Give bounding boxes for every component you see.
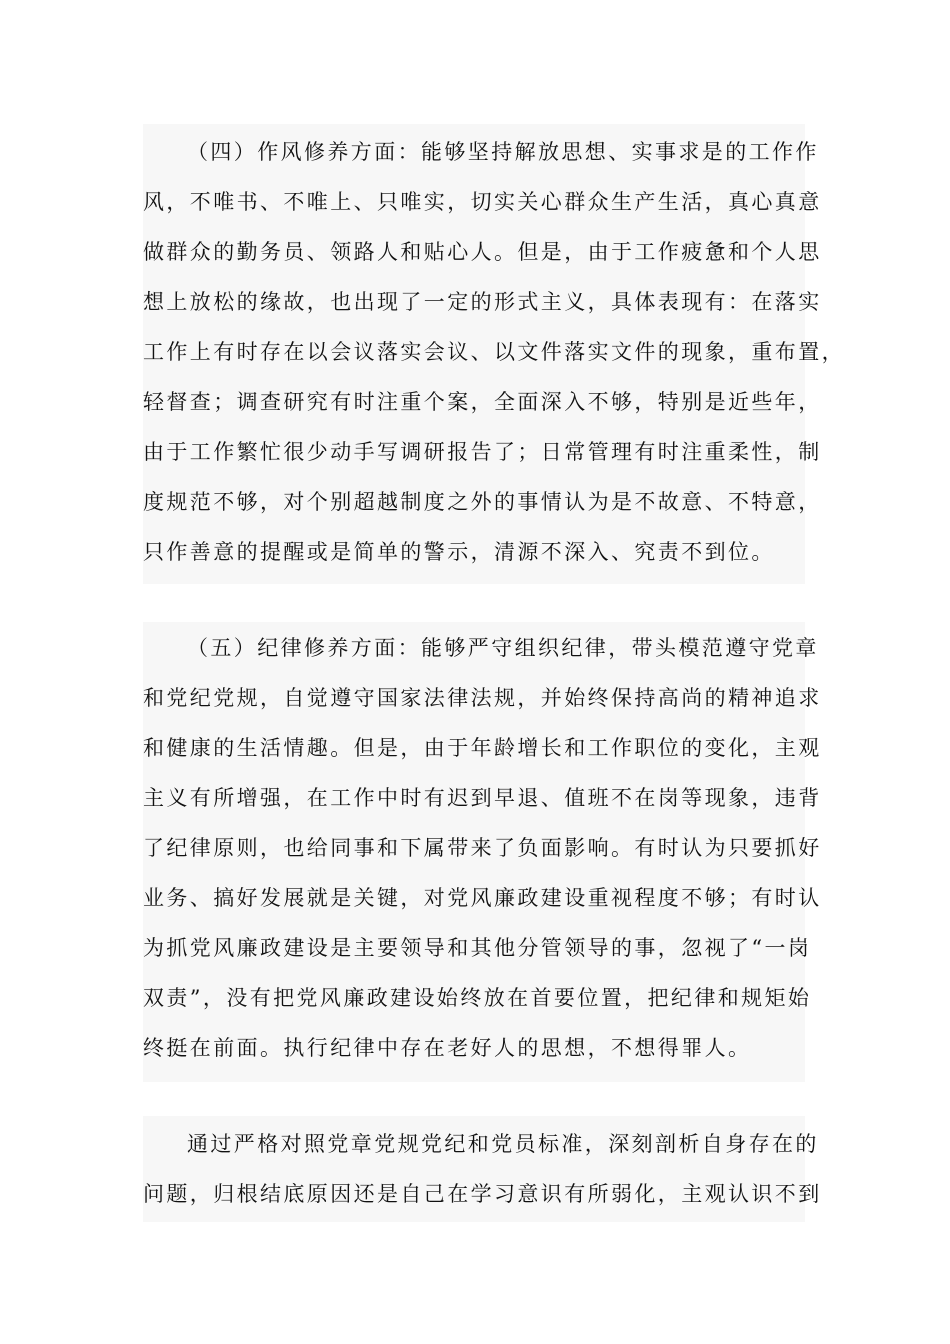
paragraph-line: 和党纪党规，自觉遵守国家法律法规，并始终保持高尚的精神追求: [143, 686, 822, 710]
paragraph-line: 主义有所增强，在工作中时有迟到早退、值班不在岗等现象，违背: [143, 786, 822, 810]
paragraph-discipline: [143, 622, 822, 1082]
paragraph-line: 工作上有时存在以会议落实会议、以文件落实文件的现象，重布置，: [143, 340, 845, 364]
paragraph-line: 想上放松的缘故，也出现了一定的形式主义，具体表现有：在落实: [143, 290, 822, 314]
paragraph-line: 做群众的勤务员、领路人和贴心人。但是，由于工作疲惫和个人思: [143, 240, 822, 264]
paragraph-line: 双责”，没有把党风廉政建设始终放在首要位置，把纪律和规矩始: [143, 986, 812, 1010]
paragraph-line: 了纪律原则，也给同事和下属带来了负面影响。有时认为只要抓好: [143, 836, 822, 860]
paragraph-work-style: [143, 124, 845, 584]
paragraph-line: 度规范不够，对个别超越制度之外的事情认为是不故意、不特意，: [143, 490, 822, 514]
paragraph-line: （五）纪律修养方面：能够严守组织纪律，带头模范遵守党章: [187, 636, 819, 660]
paragraph-line: 问题，归根结底原因还是自己在学习意识有所弱化，主观认识不到: [143, 1182, 822, 1206]
paragraph-line: 和健康的生活情趣。但是，由于年龄增长和工作职位的变化，主观: [143, 736, 822, 760]
paragraph-line: 业务、搞好发展就是关键，对党风廉政建设重视程度不够；有时认: [143, 886, 822, 910]
paragraph-conclusion: [143, 1116, 822, 1222]
paragraph-line: 只作善意的提醒或是简单的警示，清源不深入、究责不到位。: [143, 540, 775, 564]
paragraph-line: 轻督查；调查研究有时注重个案，全面深入不够，特别是近些年，: [143, 390, 822, 414]
paragraph-line: （四）作风修养方面：能够坚持解放思想、实事求是的工作作: [187, 140, 819, 164]
paragraph-line: 通过严格对照党章党规党纪和党员标准，深刻剖析自身存在的: [187, 1132, 819, 1156]
paragraph-line: 由于工作繁忙很少动手写调研报告了；日常管理有时注重柔性，制: [143, 440, 822, 464]
paragraph-line: 风，不唯书、不唯上、只唯实，切实关心群众生产生活，真心真意: [143, 190, 822, 214]
paragraph-line: 为抓党风廉政建设是主要领导和其他分管领导的事，忽视了“一岗: [143, 936, 812, 960]
paragraph-line: 终挺在前面。执行纪律中存在老好人的思想，不想得罪人。: [143, 1036, 752, 1060]
